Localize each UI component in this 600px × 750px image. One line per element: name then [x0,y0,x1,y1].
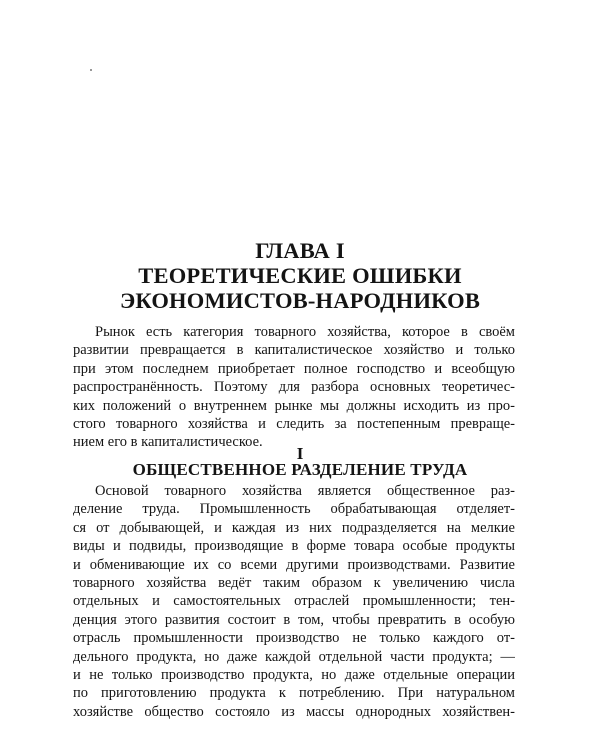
text-line: денция этого развития состоит в том, чтобы превратить в особую [73,611,515,628]
section-title: ОБЩЕСТВЕННОЕ РАЗДЕЛЕНИЕ ТРУДА [132,460,468,479]
text-line: дельного продукта, но даже каждой отдельной части продукта; — [73,648,515,665]
text-line: товарного хозяйства ведёт таким образом к увеличению числа [73,574,515,591]
text-line: виды и подвиды, производящие в форме товара особые продукты [73,538,515,555]
text-line: развитии превращается в капиталистическое хозяйство и только [73,342,515,359]
text-line: отрасль промышленности производство не только каждого от- [73,630,515,647]
text-line: и обменивающие их со всеми другими производствами. Развитие [73,556,515,573]
text-line: при этом последнем приобретает полное господство и всеобщую [73,360,515,377]
text-line: ся от добывающей, и каждая из них подразделяется на мелкие [73,519,515,536]
text-line: Основой товарного хозяйства является общественное раз- [95,483,515,499]
ink-speck [90,69,92,71]
text-line: стого товарного хозяйства и следить за постепенным превраще- [73,415,515,432]
text-line: деление труда. Промышленность обрабатывающая отделяет- [73,501,515,518]
text-line: Рынок есть категория товарного хозяйства, которое в своём [95,324,515,340]
chapter-title-line-2: ЭКОНОМИСТОВ-НАРОДНИКОВ [119,288,481,313]
body-paragraph [73,482,515,721]
chapter-label: ГЛАВА I [255,238,345,263]
intro-paragraph [73,323,515,452]
text-line: по приготовлению продукта к потреблению. При натуральном [73,685,515,702]
chapter-title-line-1: ТЕОРЕТИЧЕСКИЕ ОШИБКИ [138,263,462,288]
chapter-heading [0,238,600,313]
section-number: I [296,444,304,463]
text-line: нием его в капиталистическое. [73,434,263,451]
text-line: распространённость. Поэтому для разбора основных теоретичес- [73,379,515,396]
text-line: отдельных и самостоятельных отраслей промышленности; тен- [73,593,515,610]
text-line: ких положений о внутреннем рынке мы должны исходить из про- [73,397,515,414]
text-line: и не только производство продукта, но даже отдельные операции [73,666,515,683]
text-line: хозяйстве общество состояло из массы однородных хозяйствен- [73,703,515,720]
